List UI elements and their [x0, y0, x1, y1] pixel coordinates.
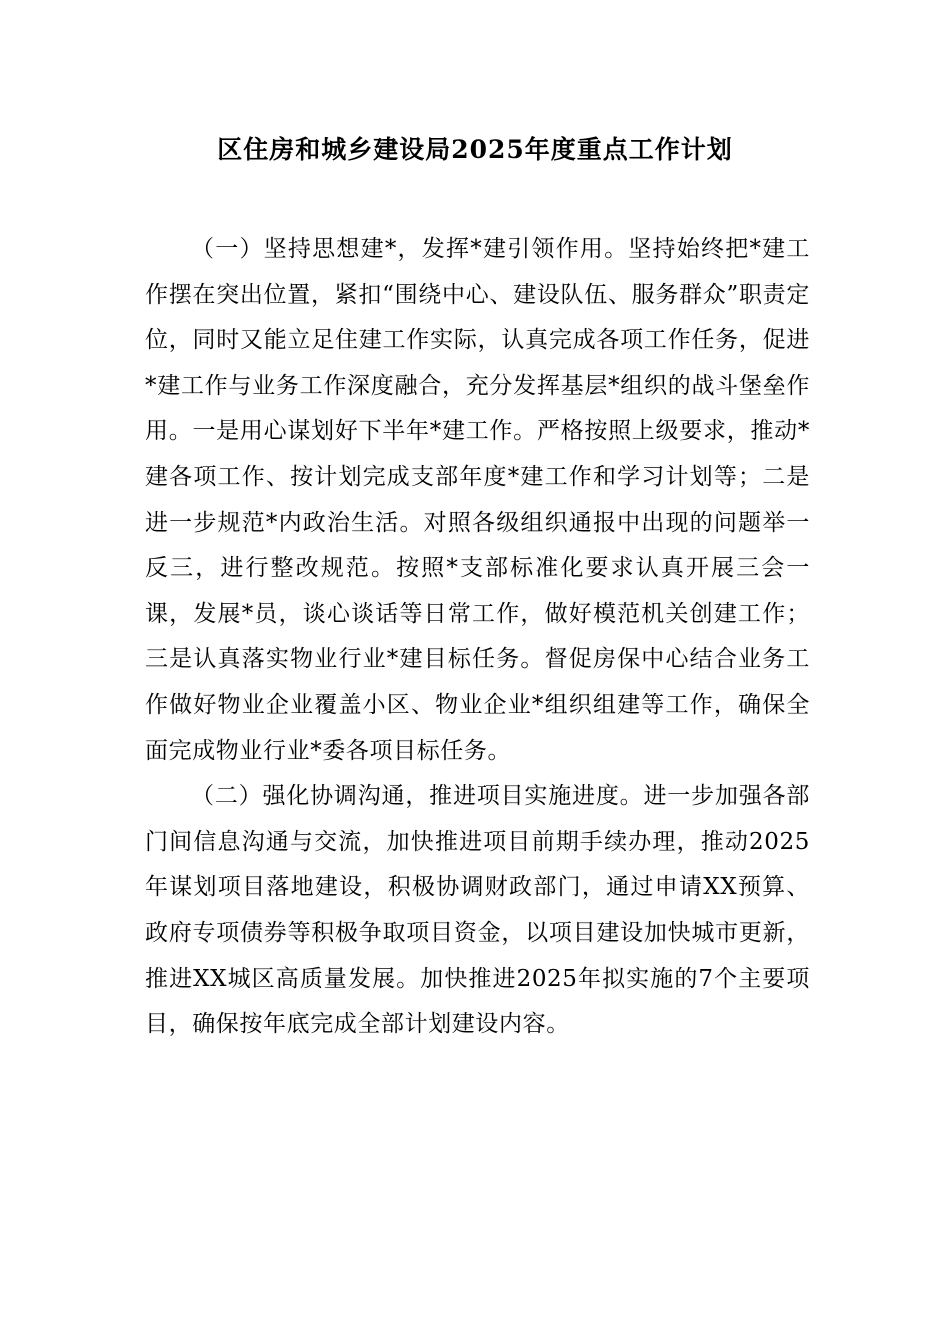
- document-title: 区住房和城乡建设局2025年度重点工作计划: [217, 135, 733, 164]
- document-body: [145, 227, 810, 1048]
- paragraph-project-coordination: （二）强化协调沟通，推进项目实施进度。进一步加强各部门间信息沟通与交流，加快推进项目前期手续办理，推动2025年谋划项目落地建设，积极协调财政部门，通过申请XX预算、政府专项债券等积极争取项目资金，以项目建设加快城市更新，推进XX城区高质量发展。加快推进2025年拟实施的7个主要项目，确保按年底完成全部计划建设内容。: [145, 783, 810, 1038]
- paragraph-party-building: （一）坚持思想建*，发挥*建引领作用。坚持始终把*建工作摆在突出位置，紧扣“围绕中心、建设队伍、服务群众”职责定位，同时又能立足住建工作实际，认真完成各项工作任务，促进*建工作与业务工作深度融合，充分发挥基层*组织的战斗堡垒作用。一是用心谋划好下半年*建工作。严格按照上级要求，推动*建各项工作、按计划完成支部年度*建工作和学习计划等；二是进一步规范*内政治生活。对照各级组织通报中出现的问题举一反三，进行整改规范。按照*支部标准化要求认真开展三会一课，发展*员，谈心谈话等日常工作，做好模范机关创建工作；三是认真落实物业行业*建目标任务。督促房保中心结合业务工作做好物业企业覆盖小区、物业企业*组织组建等工作，确保全面完成物业行业*委各项目标任务。: [145, 236, 810, 764]
